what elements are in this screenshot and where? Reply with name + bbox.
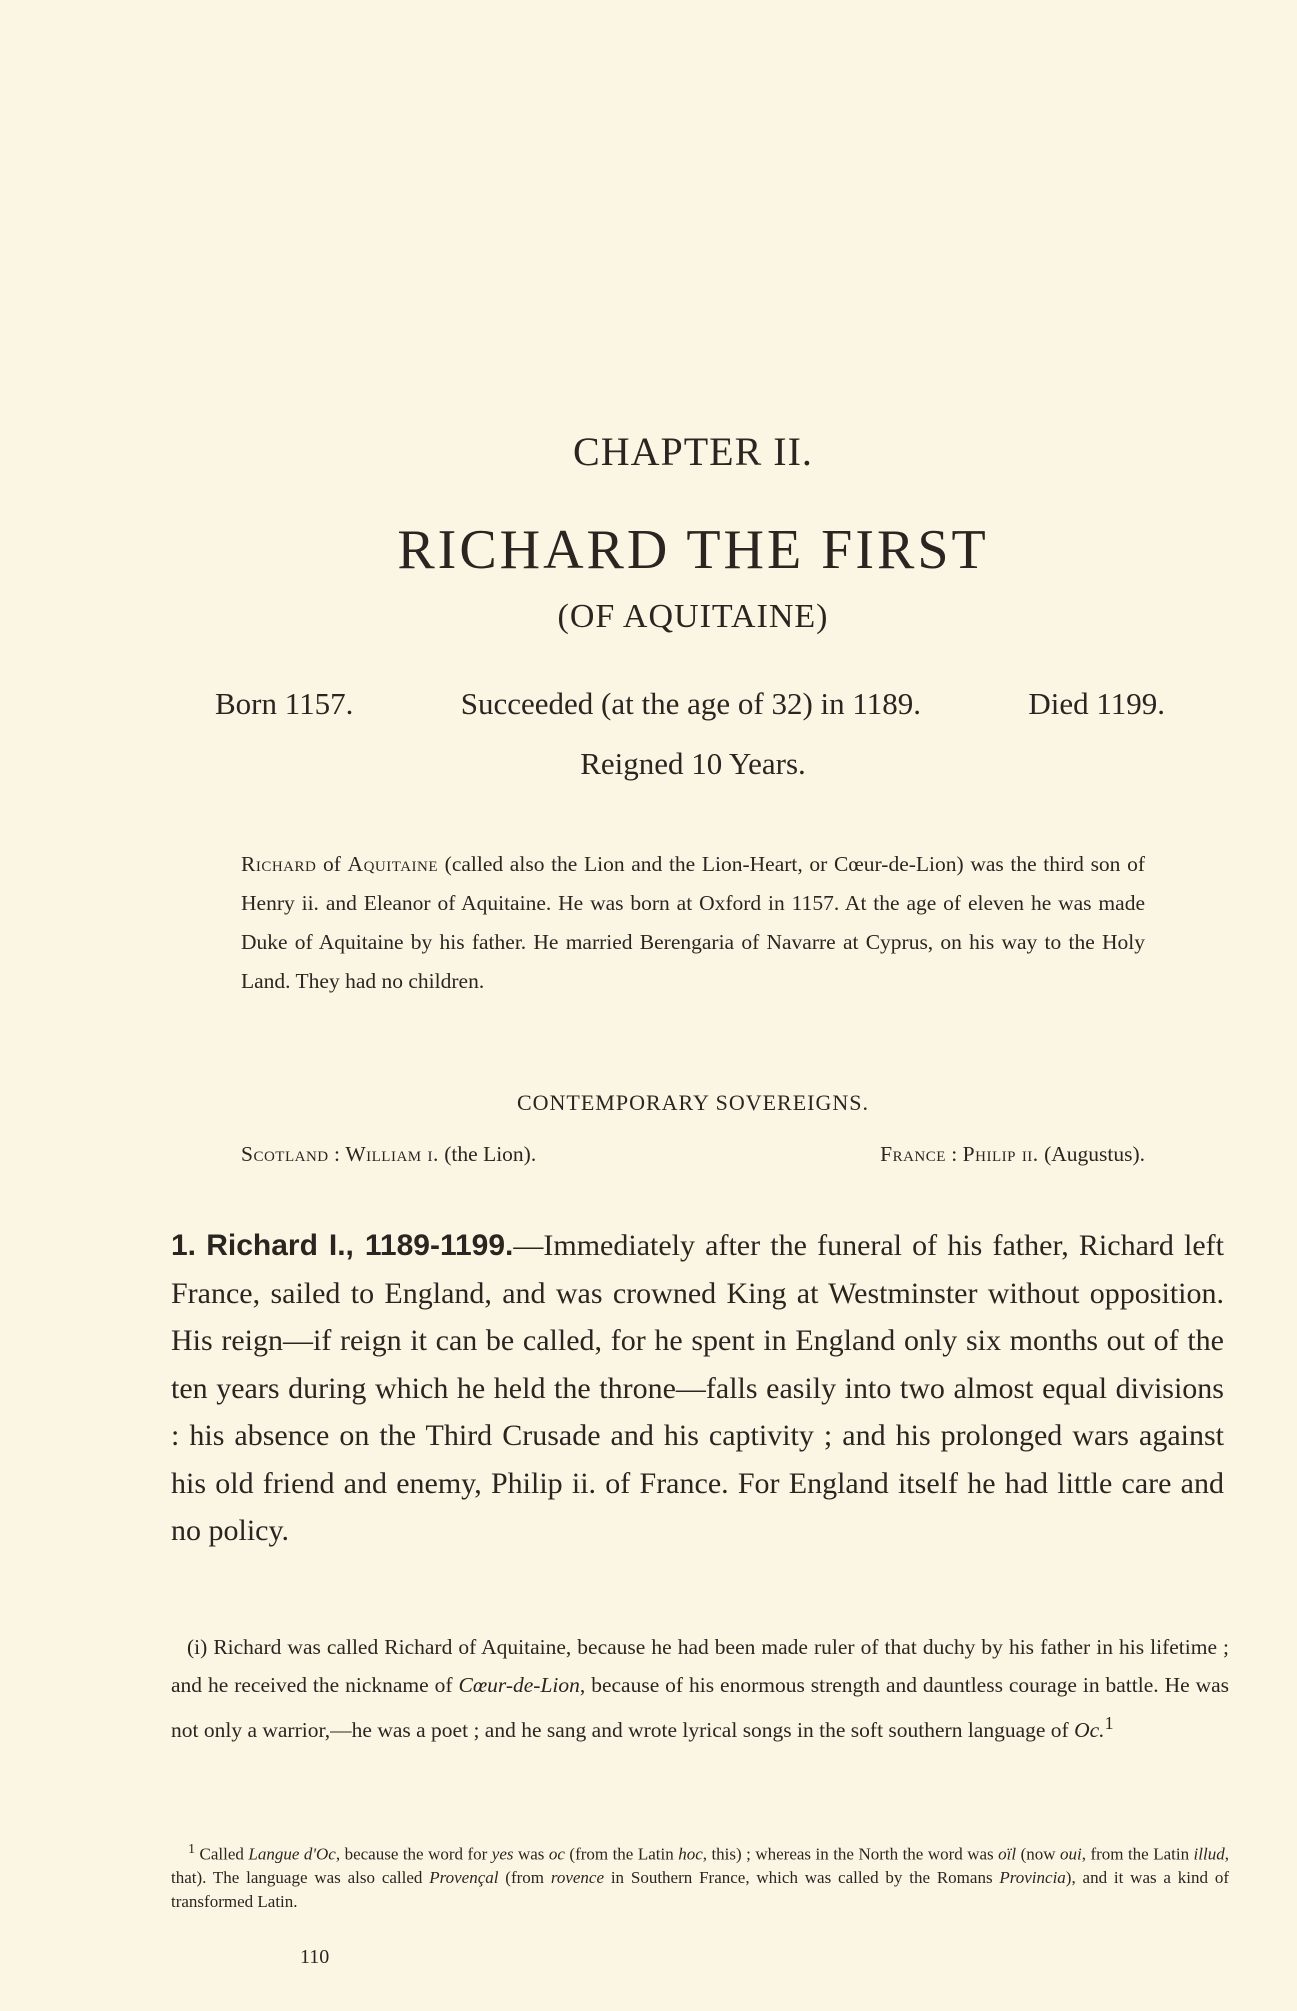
- intro-text: (called also the Lion and the Lion-Heart, or Cœur-de-Lion) was the third son of Henry ii. and Eleanor of Aquitaine. He was born at Oxford in 1157. At the age of eleven he was made Duke of Aquitaine by his father. He married Berengaria of Navarre at Cyprus, on his way to the Holy Land. They had no children.: [241, 852, 1145, 993]
- intro-paragraph: [241, 845, 1145, 1001]
- fn-i3: oc: [548, 1844, 565, 1864]
- fn-t5: , this) ; whereas in the North the word was: [702, 1844, 999, 1864]
- footnote-ref: 1: [1104, 1713, 1114, 1733]
- fn-t1: Called: [195, 1844, 249, 1864]
- footnote-marker: 1: [188, 1841, 196, 1857]
- note-paragraph: [171, 1628, 1229, 1749]
- france-king: Philip ii.: [962, 1142, 1039, 1166]
- dates-line: [215, 686, 1165, 722]
- note-text-2: , because of his enormous strength and dauntless courage in battle. He was not only a warrior,—he was a poet ; and he sang and wrote lyrical songs in the soft southern language of: [171, 1673, 1230, 1743]
- fn-i8: Provençal: [429, 1868, 499, 1888]
- footnote: [171, 1838, 1229, 1913]
- fn-t4: (from the Latin: [564, 1844, 679, 1864]
- fn-i2: yes: [491, 1844, 514, 1864]
- fn-t3: was: [513, 1844, 549, 1864]
- fn-t7: , from the Latin: [1081, 1844, 1194, 1864]
- fn-i7: illud: [1193, 1844, 1225, 1864]
- france-label: France: [880, 1142, 946, 1166]
- died-date: Died 1199.: [1028, 686, 1165, 721]
- fn-t11: ), and it was a kind of transformed Latin.: [171, 1868, 1229, 1911]
- contemporary-sovereigns: [241, 1142, 1145, 1167]
- france-epithet: (Augustus).: [1038, 1142, 1145, 1166]
- note-italic-1: Cœur-de-Lion: [458, 1673, 580, 1697]
- scotland-king: William i.: [345, 1142, 439, 1166]
- page-number: 110: [300, 1946, 330, 1968]
- note-text-1: (i) Richard was called Richard of Aquitaine, because he had been made ruler of that duchy by his father in his lifetime ; and he received the nickname of: [171, 1635, 1229, 1697]
- scotland-entry: Scotland : William i. (the Lion).: [241, 1142, 537, 1166]
- chapter-subtitle: (OF AQUITAINE): [557, 598, 829, 635]
- section-1-paragraph: [171, 1222, 1224, 1555]
- section-text: —Immediately after the funeral of his father, Richard left France, sailed to England, and was crowned King at Westminster without opposition. His reign—if reign it can be called, for he spent in England only six months out of the ten years during which he held the throne—falls easily into two almost equal divisions : his absence on the Third Crusade and his captivity ; and his prolonged wars against his old friend and enemy, Philip ii. of France. For England itself he had little care and no policy.: [171, 1229, 1225, 1547]
- chapter-title: RICHARD THE FIRST: [397, 519, 989, 581]
- scotland-label: Scotland: [241, 1142, 329, 1166]
- fn-i5: oïl: [998, 1844, 1017, 1864]
- intro-name: Richard: [241, 852, 317, 876]
- fn-t10: in Southern France, which was called by the Romans: [604, 1868, 1000, 1888]
- fn-i6: oui: [1059, 1844, 1082, 1864]
- chapter-number: CHAPTER II.: [573, 429, 813, 474]
- reign-length: Reigned 10 Years.: [580, 746, 806, 781]
- fn-t9: (from: [498, 1868, 551, 1888]
- scotland-epithet: (the Lion).: [438, 1142, 537, 1166]
- fn-t6: (now: [1016, 1844, 1060, 1864]
- fn-i4: hoc: [678, 1844, 703, 1864]
- succeeded-date: Succeeded (at the age of 32) in 1189.: [460, 686, 921, 721]
- fn-t8: , that). The language was also called: [171, 1844, 1229, 1888]
- france-entry: France : Philip ii. (Augustus).: [880, 1142, 1145, 1166]
- born-date: Born 1157.: [215, 686, 354, 721]
- fn-i10: Provincia: [999, 1868, 1066, 1888]
- fn-t2: , because the word for: [335, 1844, 492, 1864]
- fn-i9: rovence: [550, 1868, 604, 1888]
- contemporary-heading: CONTEMPORARY SOVEREIGNS.: [516, 1090, 869, 1115]
- intro-aquitaine: Aquitaine: [347, 852, 439, 876]
- fn-i1: Langue d'Oc: [248, 1844, 336, 1864]
- section-heading: Richard I., 1189-1199.: [206, 1229, 514, 1262]
- section-number: 1.: [171, 1229, 197, 1262]
- note-italic-2: Oc.: [1074, 1718, 1105, 1743]
- intro-of: of: [316, 852, 348, 876]
